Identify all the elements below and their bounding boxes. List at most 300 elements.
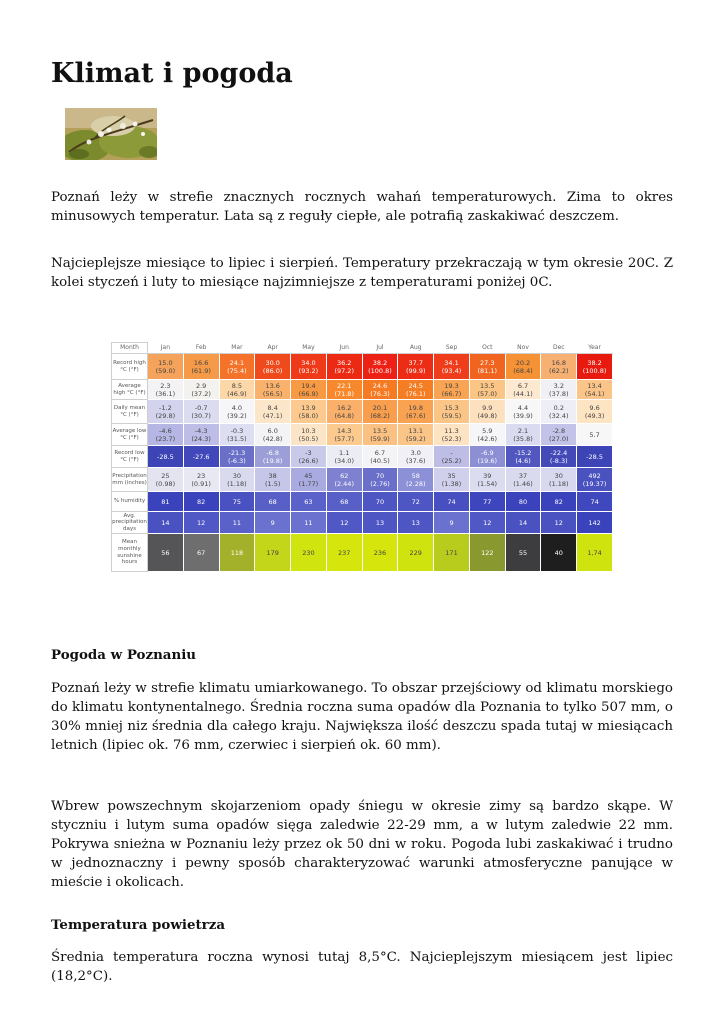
cell-subvalue: (39.2): [227, 411, 247, 420]
table-cell: [183, 446, 219, 468]
header-month-jan: Jan: [148, 343, 184, 354]
table-cell: [326, 424, 362, 446]
table-cell: [469, 534, 505, 572]
header-month-may: May: [291, 343, 327, 354]
cell-value: 3.0: [410, 448, 421, 457]
table-cell: [291, 492, 327, 512]
table-cell: [577, 492, 613, 512]
cell-subvalue: (35.8): [513, 434, 533, 443]
cell-value: -2.8: [552, 426, 566, 435]
table-row: [112, 512, 613, 534]
cell-value: 39: [483, 471, 492, 480]
table-cell: [469, 400, 505, 424]
table-cell: [505, 492, 541, 512]
table-row: [112, 446, 613, 468]
cell-subvalue: (68.4): [513, 366, 533, 375]
cell-subvalue: (61.9): [191, 366, 211, 375]
cell-subvalue: (62.2): [549, 366, 569, 375]
air-temperature-paragraph: Średnia temperatura roczna wynosi tutaj 8,5°C. Najcieplejszym miesiącem jest lipiec (18,2°C).: [51, 950, 673, 984]
cell-value: -21.3: [228, 448, 246, 457]
table-cell: [398, 534, 434, 572]
cell-value: 179: [266, 548, 279, 557]
table-cell: [434, 380, 470, 400]
cell-subvalue: (76.1): [405, 389, 426, 398]
cell-value: 70: [375, 471, 385, 480]
table-cell: [398, 424, 434, 446]
header-month-nov: Nov: [505, 343, 541, 354]
cell-value: 11: [304, 518, 313, 527]
table-cell: [148, 380, 184, 400]
table-cell: [469, 446, 505, 468]
table-cell: [219, 468, 255, 492]
cell-value: 72: [411, 497, 420, 506]
table-cell: [148, 534, 184, 572]
cell-value: -4.3: [194, 426, 208, 435]
table-cell: [291, 400, 327, 424]
cell-subvalue: (1.18): [227, 479, 247, 488]
cell-value: 68: [340, 497, 349, 506]
table-cell: [148, 354, 184, 380]
cell-value: 77: [483, 497, 492, 506]
table-cell: [505, 354, 541, 380]
table-cell: [541, 492, 577, 512]
cell-value: 19.3: [444, 381, 459, 390]
table-row: [112, 492, 613, 512]
table-cell: [541, 446, 577, 468]
cell-subvalue: (93.2): [298, 366, 319, 375]
cell-value: -4.6: [159, 426, 172, 435]
header-month-sep: Sep: [434, 343, 470, 354]
cell-value: 8.4: [267, 403, 278, 412]
cell-value: 13.4: [587, 381, 602, 390]
cell-value: -28.5: [586, 452, 603, 461]
cell-value: -6.8: [266, 448, 280, 457]
cell-subvalue: (1.38): [441, 479, 462, 488]
cell-subvalue: (57.7): [334, 434, 354, 443]
table-cell: [577, 446, 613, 468]
table-cell: [577, 380, 613, 400]
cell-value: 5.7: [589, 430, 600, 439]
table-cell: [469, 492, 505, 512]
cell-value: 19.4: [301, 381, 316, 390]
cell-value: 13: [411, 518, 420, 527]
table-cell: [362, 424, 398, 446]
cell-subvalue: (71.8): [334, 389, 354, 398]
table-cell: [434, 468, 470, 492]
cell-value: 63: [304, 497, 313, 506]
cell-subvalue: (37.6): [405, 456, 426, 465]
table-row: [112, 400, 613, 424]
cell-value: 30: [554, 471, 563, 480]
cell-subvalue: (49.8): [477, 411, 498, 420]
header-month-oct: Oct: [469, 343, 505, 354]
header-month-jul: Jul: [362, 343, 398, 354]
cell-subvalue: (66.9): [298, 389, 319, 398]
table-cell: [362, 512, 398, 534]
table-cell: [577, 468, 613, 492]
table-cell: [219, 492, 255, 512]
cell-value: -0.3: [230, 426, 244, 435]
table-cell: [398, 492, 434, 512]
table-cell: [434, 424, 470, 446]
table-cell: [505, 400, 541, 424]
cell-value: 229: [409, 548, 422, 557]
table-cell: [577, 512, 613, 534]
header-month-mar: Mar: [219, 343, 255, 354]
table-row: [112, 354, 613, 380]
cell-value: 24.1: [229, 358, 245, 367]
row-label: % humidity: [112, 492, 148, 512]
cell-subvalue: (86.0): [262, 366, 283, 375]
table-cell: [577, 424, 613, 446]
table-cell: [291, 354, 327, 380]
snow-paragraph: Wbrew powszechnym skojarzeniom opady śniegu w okresie zimy są bardzo skąpe. W styczniu i lutym suma opadów sięga zaledwie 22-29 mm, a w lutym zaledwie 22 mm. Pokrywa snieżna w Poznaniu leży przez ok 50 dni w roku. Pogoda lubi zaskakiwać i trudno w jednoznaczny i pewny sposób charakteryzować warunki atmosferyczne panujące w mieście i okolicach.: [51, 799, 673, 890]
cell-subvalue: (42.8): [262, 434, 283, 443]
cell-subvalue: (30.7): [191, 411, 211, 420]
table-cell: [434, 400, 470, 424]
cell-subvalue: (46.9): [227, 389, 247, 398]
section-heading-weather: Pogoda w Poznaniu: [51, 647, 197, 663]
cell-value: 45: [304, 471, 313, 480]
cell-value: 237: [338, 548, 351, 557]
cell-value: 25: [161, 471, 170, 480]
table-cell: [255, 446, 291, 468]
cell-value: 74: [447, 497, 456, 506]
table-cell: [577, 400, 613, 424]
table-cell: [219, 354, 255, 380]
cell-value: 38: [268, 471, 277, 480]
table-cell: [398, 468, 434, 492]
cell-subvalue: (58.0): [298, 411, 319, 420]
table-cell: [255, 400, 291, 424]
cell-subvalue: (75.4): [227, 366, 247, 375]
cell-subvalue: (26.6): [298, 456, 319, 465]
cell-value: 2.9: [195, 381, 207, 390]
cell-subvalue: (47.1): [262, 411, 283, 420]
cell-subvalue: (1.54): [477, 479, 498, 488]
cell-subvalue: (40.5): [370, 456, 390, 465]
cell-subvalue: (81.1): [477, 366, 498, 375]
table-cell: [362, 468, 398, 492]
table-cell: [541, 468, 577, 492]
row-label: Record high °C (°F): [112, 354, 148, 380]
cell-value: 15.0: [158, 358, 173, 367]
table-cell: [362, 354, 398, 380]
table-header-row: [112, 343, 613, 354]
cell-value: 13: [375, 518, 385, 527]
row-label: Record low °C (°F): [112, 446, 148, 468]
cell-value: 24.6: [372, 381, 388, 390]
cell-subvalue: (4.6): [515, 456, 531, 465]
table-cell: [469, 354, 505, 380]
cell-value: -27.6: [192, 452, 210, 461]
table-cell: [255, 512, 291, 534]
table-cell: [362, 400, 398, 424]
table-cell: [577, 354, 613, 380]
cell-value: 118: [230, 548, 244, 557]
table-cell: [183, 380, 219, 400]
cell-value: 12: [197, 518, 206, 527]
table-cell: [362, 534, 398, 572]
table-cell: [541, 424, 577, 446]
cell-subvalue: (0.98): [155, 479, 176, 488]
cell-value: 13.1: [408, 426, 423, 435]
table-cell: [434, 446, 470, 468]
table-cell: [434, 354, 470, 380]
cell-value: 34.1: [444, 358, 459, 367]
table-cell: [505, 468, 541, 492]
page-title: Klimat i pogoda: [51, 58, 293, 89]
cell-subvalue: (97.2): [334, 366, 354, 375]
cell-subvalue: (1.5): [264, 479, 281, 488]
table-cell: [255, 380, 291, 400]
cell-subvalue: (29.8): [155, 411, 176, 420]
cell-subvalue: (76.3): [370, 389, 390, 398]
cell-value: -: [450, 448, 453, 457]
cell-value: 3.2: [553, 381, 564, 390]
table-cell: [219, 424, 255, 446]
cell-subvalue: (2.28): [405, 479, 426, 488]
cell-subvalue: (100.8): [582, 366, 607, 375]
cell-value: 38.2: [372, 358, 388, 367]
cell-value: 38.2: [587, 358, 602, 367]
cell-value: 171: [445, 548, 458, 557]
table-cell: [326, 354, 362, 380]
cell-value: 6.7: [374, 448, 386, 457]
table-cell: [469, 512, 505, 534]
cell-value: 9: [270, 518, 275, 527]
cell-subvalue: (93.4): [441, 366, 462, 375]
table-cell: [183, 468, 219, 492]
cell-value: 6.0: [267, 426, 278, 435]
cell-value: 22.1: [336, 381, 352, 390]
table-row: [112, 424, 613, 446]
cell-value: 14: [161, 518, 170, 527]
cell-value: 82: [197, 497, 206, 506]
table-cell: [219, 400, 255, 424]
table-cell: [541, 534, 577, 572]
table-cell: [291, 534, 327, 572]
table-cell: [541, 400, 577, 424]
cell-subvalue: (0.91): [191, 479, 211, 488]
cell-subvalue: (37.8): [549, 389, 569, 398]
table-cell: [148, 424, 184, 446]
cell-subvalue: (-6.3): [228, 456, 246, 465]
cell-subvalue: (99.9): [405, 366, 426, 375]
table-cell: [183, 400, 219, 424]
cell-value: 1.1: [339, 448, 350, 457]
cell-value: 12: [554, 518, 563, 527]
cell-value: 36.2: [336, 358, 352, 367]
table-cell: [469, 380, 505, 400]
cell-value: 20.1: [372, 403, 388, 412]
cell-subvalue: (2.44): [334, 479, 354, 488]
cell-value: 11.3: [444, 426, 459, 435]
cell-value: 14: [518, 518, 528, 527]
cell-value: -6.9: [480, 448, 494, 457]
cell-subvalue: (37.2): [191, 389, 211, 398]
table-cell: [326, 534, 362, 572]
cell-subvalue: (31.5): [227, 434, 247, 443]
cell-subvalue: (32.4): [549, 411, 569, 420]
table-cell: [183, 492, 219, 512]
table-cell: [362, 380, 398, 400]
table-cell: [398, 400, 434, 424]
cell-value: -0.7: [194, 403, 208, 412]
cell-subvalue: (59.0): [155, 366, 176, 375]
cell-value: 16.2: [336, 403, 352, 412]
table-cell: [183, 512, 219, 534]
cell-value: 14.3: [336, 426, 352, 435]
table-cell: [291, 468, 327, 492]
cell-subvalue: (54.1): [584, 389, 605, 398]
table-cell: [434, 492, 470, 512]
cell-subvalue: (49.3): [584, 411, 605, 420]
table-row: [112, 468, 613, 492]
cell-subvalue: (42.6): [477, 434, 498, 443]
cell-value: 236: [373, 548, 387, 557]
row-label: Average low °C (°F): [112, 424, 148, 446]
cell-value: 40: [554, 548, 563, 557]
cell-value: 142: [588, 518, 601, 527]
table-cell: [469, 468, 505, 492]
cell-value: 5.9: [482, 426, 493, 435]
cell-value: 37.7: [408, 358, 423, 367]
cell-value: 122: [481, 548, 494, 557]
table-cell: [326, 492, 362, 512]
cell-value: 67: [197, 548, 206, 557]
cell-subvalue: (39.9): [513, 411, 533, 420]
table-cell: [398, 354, 434, 380]
row-label: Average high °C (°F): [112, 380, 148, 400]
table-cell: [505, 534, 541, 572]
cell-subvalue: (67.6): [405, 411, 426, 420]
cell-value: 70: [375, 497, 385, 506]
table-cell: [362, 492, 398, 512]
weather-paragraph: Poznań leży w strefie klimatu umiarkowanego. To obszar przejściowy od klimatu morskiego do klimatu kontynentalnego. Średnia roczna suma opadów dla Poznania to tylko 507 mm, o 30% mniej niz średnia dla całego kraju. Największa ilość deszczu spada tutaj w miesiącach letnich (lipiec ok. 76 mm, czerwiec i sierpień ok. 60 mm).: [51, 681, 673, 753]
table-cell: [291, 446, 327, 468]
table-cell: [148, 400, 184, 424]
table-cell: [398, 512, 434, 534]
table-cell: [434, 534, 470, 572]
cell-value: 12: [483, 518, 492, 527]
cell-value: 27.3: [480, 358, 495, 367]
table-cell: [326, 468, 362, 492]
table-cell: [469, 424, 505, 446]
cell-value: 4.0: [231, 403, 243, 412]
cell-value: 74: [590, 497, 599, 506]
cell-value: 80: [518, 497, 528, 506]
row-label: Precipitation mm (inches): [112, 468, 148, 492]
cell-value: 37: [518, 471, 528, 480]
table-cell: [398, 446, 434, 468]
cell-subvalue: (24.3): [191, 434, 211, 443]
cell-value: 13.5: [480, 381, 495, 390]
cell-value: 4.4: [517, 403, 529, 412]
table-row: [112, 380, 613, 400]
cell-value: 82: [554, 497, 563, 506]
cell-value: 62: [340, 471, 349, 480]
cell-subvalue: (57.0): [477, 389, 498, 398]
table-cell: [326, 512, 362, 534]
cell-value: 1,74: [587, 548, 602, 557]
cell-value: -3: [305, 448, 312, 457]
cell-subvalue: (19.37): [582, 479, 607, 488]
cell-value: 24.5: [408, 381, 423, 390]
cell-subvalue: (68.2): [370, 411, 390, 420]
table-cell: [326, 400, 362, 424]
cell-value: 10.3: [301, 426, 316, 435]
cell-subvalue: (27.0): [549, 434, 569, 443]
cell-value: 35: [447, 471, 456, 480]
cell-subvalue: (-8.3): [549, 456, 568, 465]
cell-value: 81: [161, 497, 170, 506]
table-cell: [291, 380, 327, 400]
cell-value: 23: [197, 471, 206, 480]
cell-value: 58: [411, 471, 420, 480]
table-cell: [291, 512, 327, 534]
cell-subvalue: (59.2): [405, 434, 426, 443]
cell-value: 75: [232, 497, 242, 506]
cell-subvalue: (19.8): [262, 456, 283, 465]
header-month-year: Year: [577, 343, 613, 354]
table-cell: [291, 424, 327, 446]
cell-subvalue: (100.8): [368, 366, 392, 375]
cell-value: 30: [232, 471, 242, 480]
cell-subvalue: (23.7): [155, 434, 176, 443]
table-cell: [219, 446, 255, 468]
row-label: Daily mean °C (°F): [112, 400, 148, 424]
table-cell: [255, 468, 291, 492]
cell-subvalue: (36.1): [155, 389, 176, 398]
cell-value: 19.8: [408, 403, 423, 412]
intro-paragraph: Poznań leży w strefie znacznych rocznych wahań temperaturowych. Zima to okres minusowych temperatur. Lata są z reguły ciepłe, ale potrafią zaskakiwać deszczem.: [51, 190, 673, 224]
table-cell: [398, 380, 434, 400]
cell-subvalue: (25.2): [441, 456, 462, 465]
table-cell: [434, 512, 470, 534]
table-cell: [326, 380, 362, 400]
cell-value: 13.5: [372, 426, 388, 435]
cell-value: 6.7: [517, 381, 529, 390]
climate-table: [111, 342, 613, 592]
header-month-jun: Jun: [326, 343, 362, 354]
cell-value: 13.6: [265, 381, 280, 390]
temperature-paragraph: Najcieplejsze miesiące to lipiec i sierpień. Temperatury przekraczają w tym okresie 20C. Z kolei styczeń i luty to miesiące najzimniejsze z temperaturami poniżej 0C.: [51, 256, 673, 290]
cell-value: 9.6: [589, 403, 600, 412]
table-cell: [255, 492, 291, 512]
nature-photo: [65, 108, 157, 160]
table-cell: [148, 468, 184, 492]
table-cell: [148, 512, 184, 534]
table-cell: [255, 424, 291, 446]
cell-value: 2.1: [517, 426, 529, 435]
cell-subvalue: (2.76): [370, 479, 390, 488]
cell-subvalue: (50.5): [298, 434, 319, 443]
cell-subvalue: (59.9): [370, 434, 390, 443]
header-month-dec: Dec: [541, 343, 577, 354]
section-heading-air-temperature: Temperatura powietrza: [51, 917, 225, 933]
row-label: Mean monthly sunshine hours: [112, 534, 148, 572]
cell-value: 2.3: [160, 381, 171, 390]
cell-subvalue: (52.3): [441, 434, 462, 443]
cell-value: -22.4: [550, 448, 568, 457]
cell-value: 8.5: [231, 381, 243, 390]
table-cell: [326, 446, 362, 468]
table-cell: [505, 380, 541, 400]
cell-value: 30.0: [265, 358, 280, 367]
cell-value: 9.9: [482, 403, 493, 412]
table-cell: [183, 534, 219, 572]
